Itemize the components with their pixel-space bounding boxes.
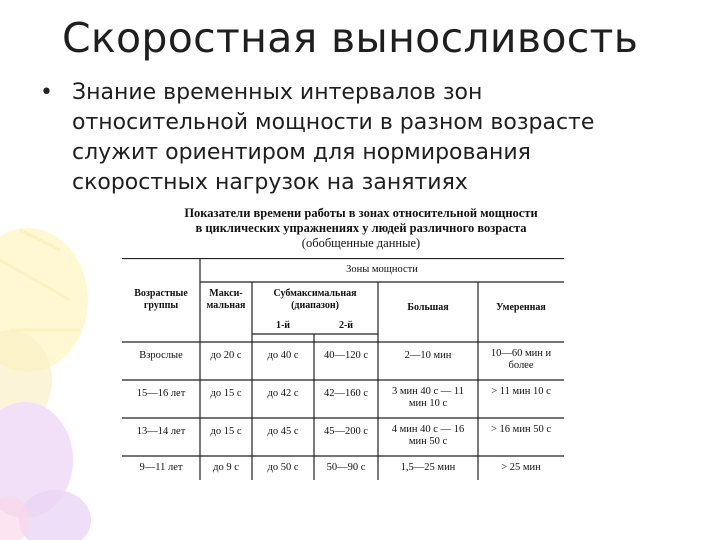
table-cell: 50—90 с — [326, 462, 366, 473]
bullet-text — [72, 78, 672, 198]
header-age-groups: Возрастные группы — [134, 288, 188, 311]
header-submax-2: 2-й — [338, 320, 354, 331]
table-cell: > 25 мин — [501, 462, 541, 473]
table-cell: 13—14 лет — [136, 426, 186, 437]
table-caption — [152, 206, 570, 251]
table-cell: 15—16 лет — [136, 388, 186, 399]
table-cell: 42—160 с — [323, 388, 369, 399]
table-cell: 10—60 мин и более — [490, 348, 552, 371]
table-cell: 40—120 с — [323, 350, 369, 361]
table-cell: 45—200 с — [323, 426, 369, 437]
table-cell: Взрослые — [139, 350, 183, 361]
bullet-line: относительной мощности в разном возрасте — [72, 110, 595, 135]
caption-line: (обобщенные данные) — [301, 236, 421, 250]
table-cell: до 45 с — [267, 426, 299, 437]
table-cell: 4 мин 40 с — 16 мин 50 с — [391, 424, 465, 447]
table-cell: 9—11 лет — [139, 462, 183, 473]
table-cell: до 50 с — [267, 462, 299, 473]
header-submax: Субмаксимальная (диапазон) — [273, 288, 357, 311]
bullet-icon: • — [40, 80, 53, 105]
caption-line: в циклических упражнениях у людей различного возраста — [195, 221, 527, 235]
table-cell: 2—10 мин — [404, 350, 452, 361]
table-cell: до 40 с — [267, 350, 299, 361]
header-zones-title: Зоны мощности — [346, 264, 418, 275]
header-moderate: Умеренная — [496, 302, 546, 313]
bullet-line: служит ориентиром для нормирования — [72, 140, 531, 165]
power-zones-table — [122, 258, 564, 480]
table-cell: > 16 мин 50 с — [491, 424, 551, 435]
table-cell: до 42 с — [267, 388, 299, 399]
header-max: Макси- мальная — [206, 288, 246, 311]
table-cell: до 9 с — [213, 462, 239, 473]
table-cell: до 20 с — [210, 350, 242, 361]
table-cell: 1,5—25 мин — [400, 462, 456, 473]
header-large: Большая — [407, 302, 449, 313]
slide-title: Скоростная выносливость — [62, 14, 639, 62]
table-cell: > 11 мин 10 с — [491, 386, 551, 397]
table-cell: 3 мин 40 с — 11 мин 10 с — [391, 386, 465, 409]
table-cell: до 15 с — [210, 388, 242, 399]
bullet-line: скоростных нагрузок на занятиях — [72, 170, 468, 195]
table-cell: до 15 с — [210, 426, 242, 437]
bullet-line: Знание временных интервалов зон — [72, 80, 483, 105]
header-submax-1: 1-й — [275, 320, 291, 331]
caption-line: Показатели времени работы в зонах относительной мощности — [184, 206, 538, 220]
